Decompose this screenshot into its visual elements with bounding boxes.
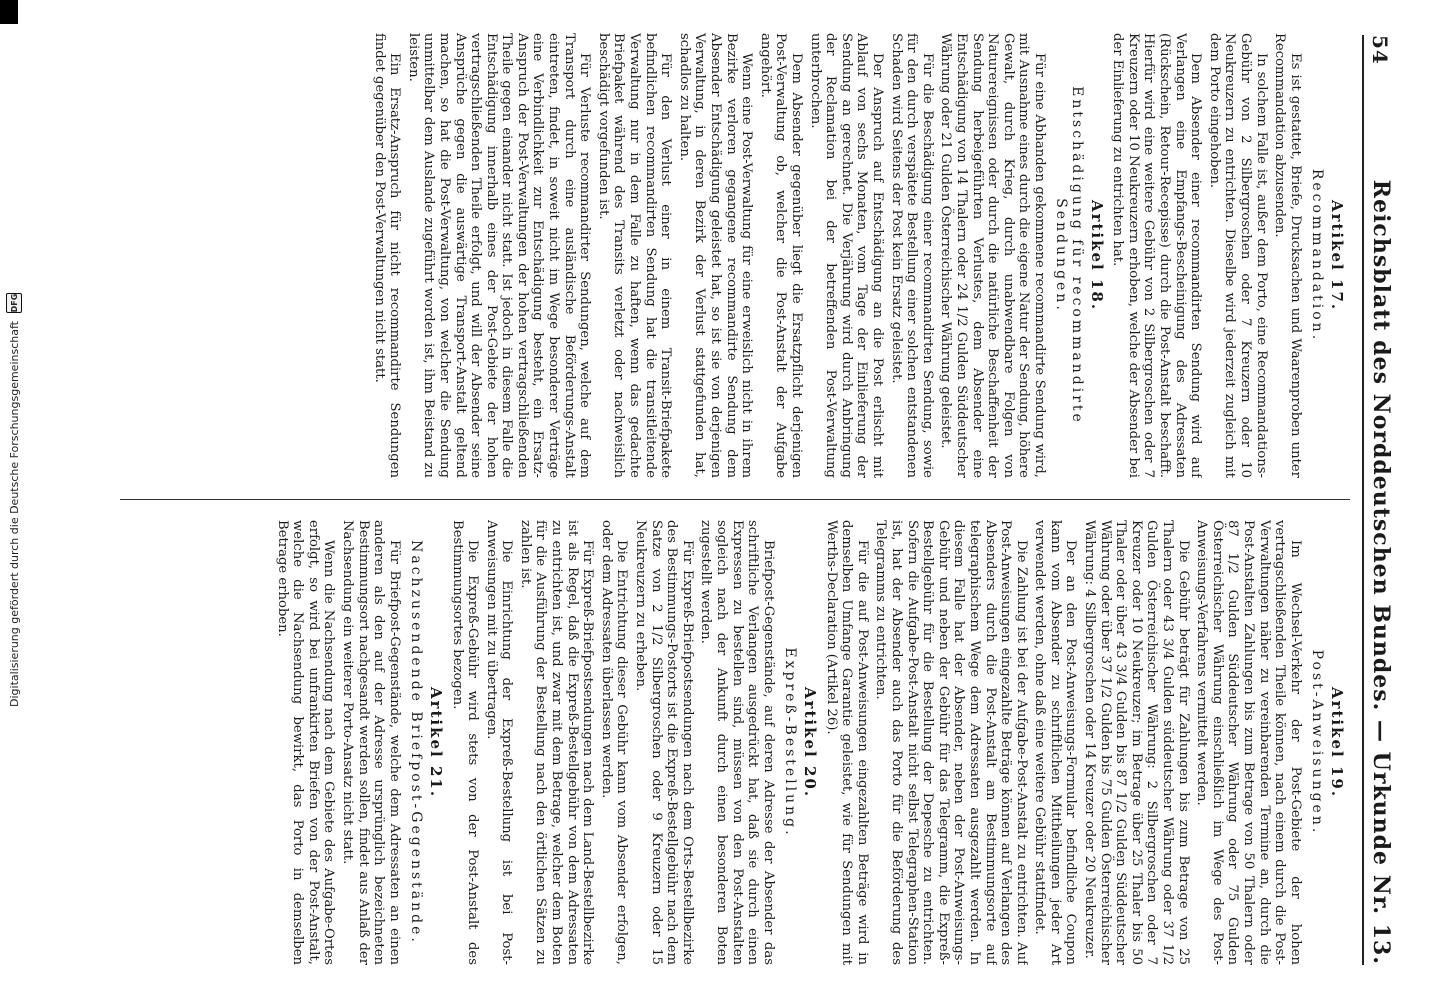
paragraph: In solchem Falle ist, außer dem Porto, eine Recommandations-Gebühr von 2 Silbergroschen oder 7 Kreuzern oder 10 Neukreuzern zu entrichten. Dieselbe wird jederzeit zugleich mit dem Porto eingehoben. (1206, 33, 1269, 478)
article-21-heading: Artikel 21. (426, 686, 445, 799)
page-header (1362, 35, 1402, 965)
digitization-credit (2, 0, 26, 1000)
paragraph: Dem Absender gegenüber liegt die Ersatzpflicht derjenigen Post-Verwaltung ob, welcher die Post-Anstalt der Aufgabe angehört. (757, 33, 804, 478)
paragraph: Es ist gestattet, Briefe, Drucksachen und Waarenproben unter Recommandation abzusenden. (1272, 33, 1303, 478)
paragraph: Für Expreß-Briefpostsendungen nach dem Land-Bestellbezirke ist als Regel, daß die Expreß-Bestellgebühr von dem Adressaten zu entrichten ist, und zwar mit dem Betrage, welcher dem Boten für die Ausführung der Bestellung nach den örtlichen Sätzen zu zahlen ist. (517, 520, 596, 965)
article-17-heading: Artikel 17. (1328, 199, 1346, 312)
article-20-subheading: Expreß-Bestellung. (782, 647, 799, 838)
rotated-page (70, 15, 1410, 985)
paragraph: Wenn eine Post-Verwaltung für eine erweislich nicht in ihrem Bezirke verloren gegangene recommandirte Sendung dem Absender Entschädigung geleistet hat, so ist sie von derjenigen Verwaltung, in deren Bezirk der Verlust stattgefunden hat, schadlos zu halten. (676, 33, 755, 478)
paragraph: Für eine Abhanden gekommene recommandirte Sendung wird, mit Ausnahme eines durch die eigene Natur der Sendung, höhere Gewalt, durch Krieg, durch unabwendbare Folgen von Naturereignissen oder durch die natürliche Beschaffenheit der Sendung herbeigeführten Verlustes, dem Absender eine Entschädigung von 14 Thalern oder 24 1/2 Gulden Süddeutscher Währung oder 21 Gulden Österreichischer Währung geleistet. (938, 33, 1047, 478)
paragraph: Der an den Post-Anweisungs-Formular befindliche Coupon kann vom Absender zu schriftlichen Mittheilungen jeder Art verwendet werden, ohne daß eine weitere Gebühr stattfindet. (1032, 520, 1079, 965)
paragraph: Für die Beschädigung einer recommandirten Sendung, sowie für den durch verspätete Bestellung einer solchen entstandenen Schaden wird Seitens der Post kein Ersatz geleistet. (888, 33, 935, 478)
page-scan (70, 15, 1410, 985)
paragraph: Die Einrichtung der Expreß-Bestellung ist bei Post-Anweisungen mit zu übertragen. (483, 520, 515, 965)
article-19-heading: Artikel 19. (1328, 686, 1346, 799)
paragraph: Die Expreß-Gebühr wird stets von der Post-Anstalt des Bestimmungsortes bezogen. (449, 520, 481, 965)
paragraph: Der Anspruch auf Entschädigung an die Post erlischt mit Ablauf von sechs Monaten, vom Tage der Einlieferung der Sendung an gerechnet. Die Verjährung wird durch Anbringung der Reclamation bei der betreffenden Post-Verwaltung unterbrochen. (807, 33, 885, 478)
paragraph: Ein Ersatz-Anspruch für nicht recommandirte Sendungen findet gegenüber den Post-Verwaltungen nicht statt. (371, 33, 403, 478)
right-column (90, 520, 1350, 965)
paragraph: Die Gebühr beträgt für Zahlungen bis zum Betrage von 25 Thalern oder 43 3/4 Gulden süddeutscher Währung oder 37 1/2 Gulden Österreichischer Währung: 2 Silbergroschen oder 7 Kreuzer oder 10 Neukreuzer; im Betrage über 25 Thaler bis 50 Thaler oder über 43 3/4 Gulden bis 87 1/2 Gulden Süddeutscher Währung oder über 37 1/2 Gulden bis 75 Gulden Österreichischer Währung: 4 Silbergroschen oder 14 Kreuzer oder 20 Neukreuzer. (1082, 520, 1191, 965)
paragraph: Für Briefpost-Gegenstände, welche dem Adressaten an einen anderen als den auf der Adresse ursprünglich bezeichneten Bestimmungsort nachgesandt werden sollen, findet aus Anlaß der Nachsendung ein weiterer Porto-Ansatz nicht statt. (339, 520, 402, 965)
article-20-heading: Artikel 20. (801, 686, 819, 799)
paragraph: Für Expreß-Briefpostsendungen nach dem Orts-Bestellbezirke des Bestimmungs-Postorts ist die Expreß-Bestellgebühr nach dem Satze von 2 1/2 Silbergroschen oder 9 Kreuzern oder 15 Neukreuzern zu erheben. (633, 520, 695, 965)
paragraph: Für die auf Post-Anweisungen eingezahlten Beträge wird in demselben Umfange Garantie geleistet, wie für Sendungen mit Werths-Declaration (Artikel 26). (823, 520, 870, 965)
paragraph: Wenn die Nachsendung nach dem Gebiete des Aufgabe-Ortes erfolgt, so wird bei unfrankirten Briefen von der Post-Anstalt, welche die Nachsendung bewirkt, das Porto in demselben Betrage erhoben. (274, 520, 337, 965)
paragraph: Dem Absender einer recommandirten Sendung wird auf Verlangen eine Empfangs-Bescheinigung des Adressaten (Rückschein, Retour-Recepisse) durch die Post-Anstalt beschafft. Hierfür wird eine weitere Gebühr von 2 Silbergroschen oder 7 Kreuzern oder 10 Neukreuzern erhoben, welche der Absender bei der Einlieferung zu entrichten hat. (1110, 33, 1204, 478)
credit-text: Digitalisierung gefördert durch die Deutsche Forschungsgemeinschaft (7, 321, 21, 707)
article-18-heading: Artikel 18. (1087, 199, 1106, 312)
paragraph: Für Verluste recommandirter Sendungen, welche auf dem Transport durch eine ausländische Beförderungs-Anstalt eintreten, findet, in soweit nicht im Wege besonderer Verträge eine Verbindlichkeit zur Entschädigung besteht, ein Ersatz-Anspruch der Post-Verwaltungen der hohen vertragschließenden Theile gegen einander nicht statt. Ist jedoch in diesem Falle die Entschädigung innerhalb eines der Post-Gebiete der hohen vertragschließenden Theile erfolgt, und will der Absender seine Ansprüche gegen die auswärtige Transport-Anstalt geltend machen, so hat die Post-Verwaltung, von welcher die Sendung unmittelbar dem Auslande zugeführt worden ist, ihm Beistand zu leisten. (405, 33, 593, 478)
page-number: 54 (1368, 35, 1392, 65)
column-divider (120, 499, 1350, 500)
article-19-subheading: Post-Anweisungen. (1309, 649, 1326, 836)
left-column (90, 33, 1350, 478)
paragraph: Im Wechsel-Verkehr der Post-Gebiete der hohen vertragschließenden Theile können, nach einem durch die Post-Verwaltungen näher zu vereinbarenden Termine an, durch die Post-Anstalten Zahlungen bis zum Betrage von 50 Thalern oder 87 1/2 Gulden Süddeutscher Währung oder 75 Gulden Österreichischer Währung einschließlich im Wege des Post-Anweisungs-Verfahrens vermittelt werden. (1194, 520, 1303, 965)
article-21-subheading: Nachzusendende Briefpost-Gegenstände. (408, 540, 425, 945)
paragraph: Die Entrichtung dieser Gebühr kann vom Absender erfolgen, oder dem Adressaten überlassen werden. (598, 520, 630, 965)
paragraph: Die Zahlung ist bei der Aufgabe-Post-Anstalt zu entrichten. Auf Post-Anweisungen eingezahlte Beträge können auf Verlangen des Absenders durch die Post-Anstalt am Bestimmungsorte auf telegraphischem Wege dem Adressaten ausgezahlt werden. In diesem Falle hat der Absender, neben der Post-Anweisungs-Gebühr und neben der Gebühr für das Telegramm, die Expreß-Bestellgebühr für die Bestellung der Depesche zu entrichten. Sofern die Aufgabe-Post-Anstalt nicht selbst Telegraphen-Station ist, hat der Absender auch das Porto für die Beförderung des Telegramms zu entrichten. (873, 520, 1029, 965)
article-18-subheading: Entschädigung für recommandirte Sendungen. (1053, 86, 1086, 425)
page-title: Reichsblatt des Norddeutschen Bundes. — Urkunde Nr. 13. (1368, 179, 1394, 965)
paragraph: Für den Verlust einer in einem Transit-Briefpakete befindlichen recommandirten Sendung hat die transitleitende Verwaltung nur in dem Falle zu haften, wenn das gedachte Briefpaket während des Transits verletzt oder nachweislich beschädigt vorgefunden ist. (595, 33, 674, 478)
article-17-subheading: Recommandation. (1309, 168, 1326, 343)
paragraph: Briefpost-Gegenstände, auf deren Adresse der Absender das schriftliche Verlangen ausgedrückt hat, daß sie durch einen Expressen zu bestellen sind, müssen von den Post-Anstalten sogleich nach der Ankunft durch einen besonderen Boten zugestellt werden. (698, 520, 776, 965)
dfg-logo-icon: DFG (6, 293, 22, 313)
